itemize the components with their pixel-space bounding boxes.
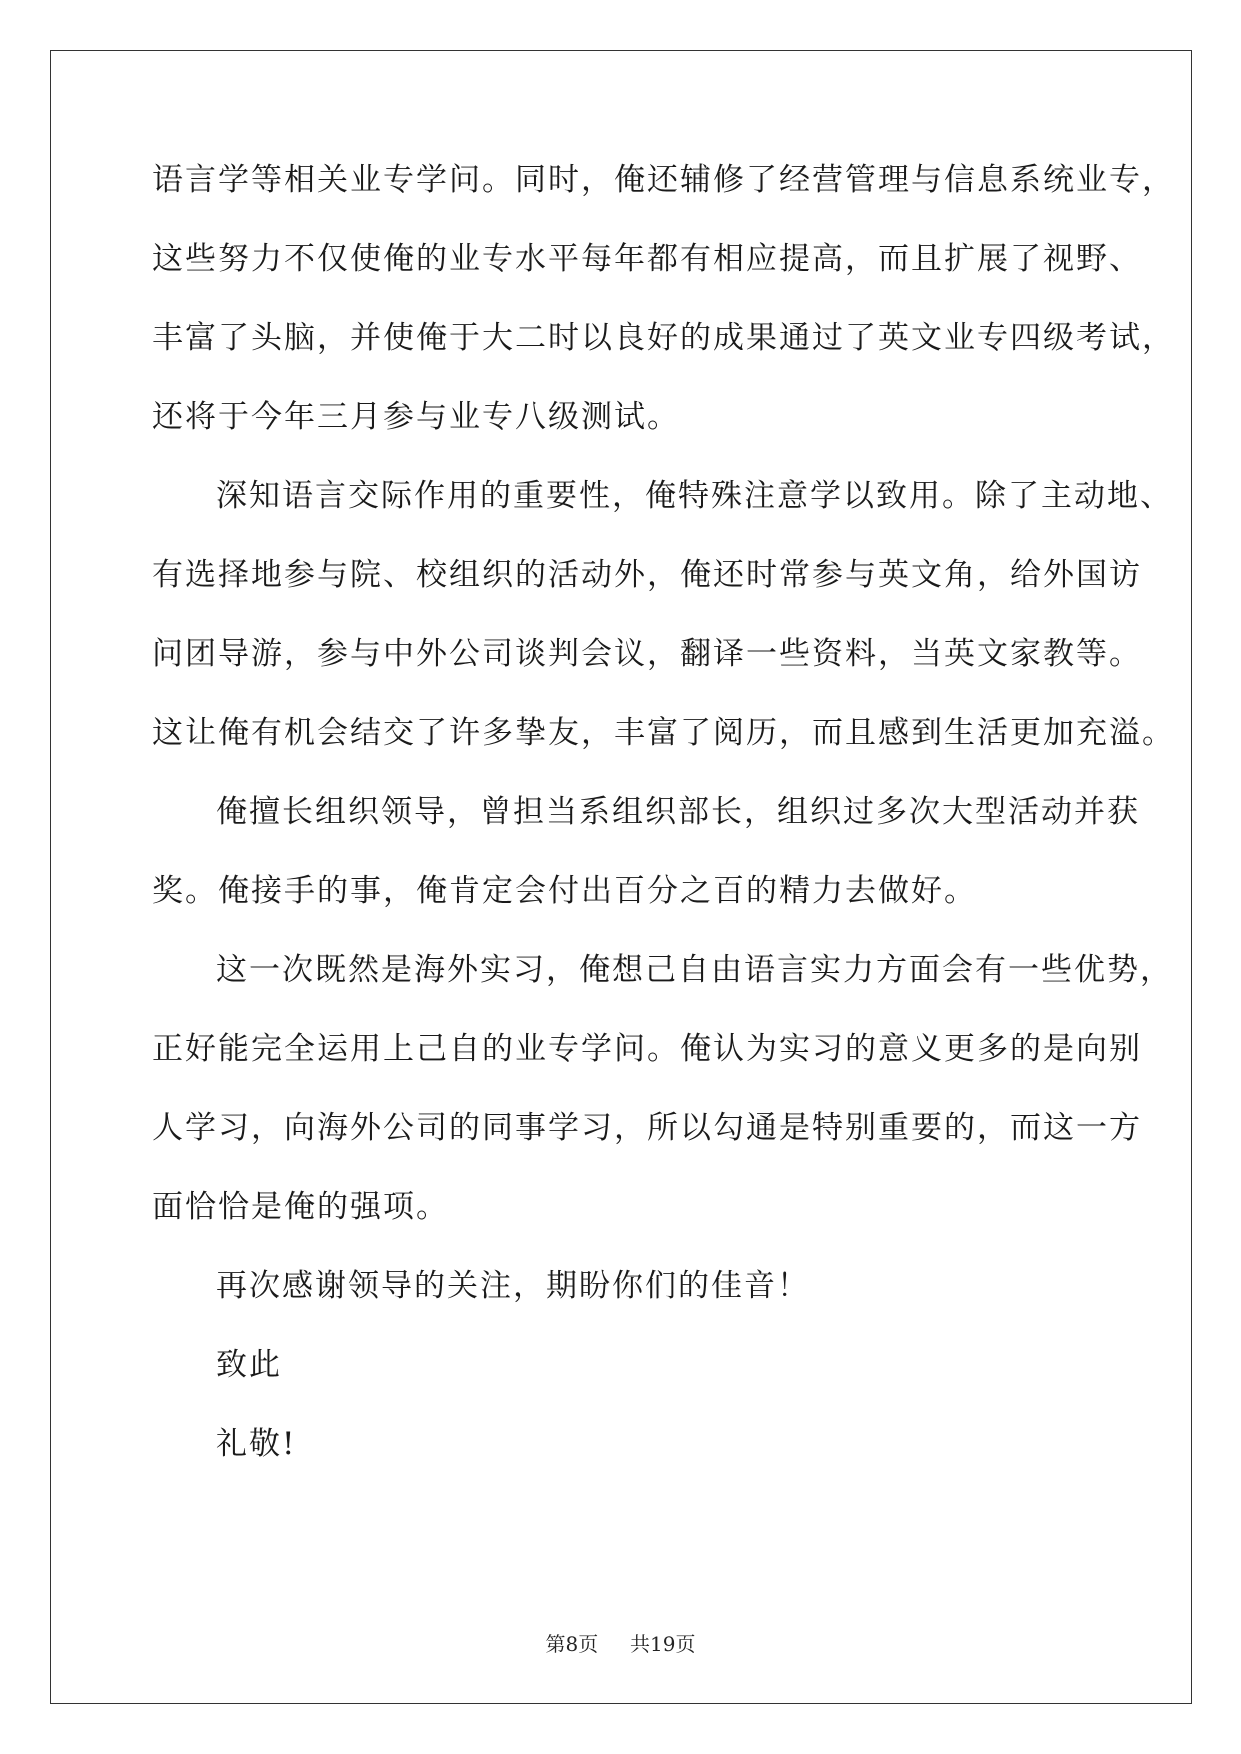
page-number: 第8页 xyxy=(545,1632,599,1656)
text-line: 有选择地参与院、校组织的活动外，俺还时常参与英文角，给外国访 xyxy=(152,557,1142,593)
paragraph-start-line: 俺擅长组织领导，曾担当系组织部长，组织过多次大型活动并获 xyxy=(216,794,1140,830)
text-line: 丰富了头脑，并使俺于大二时以良好的成果通过了英文业专四级考试， xyxy=(152,320,1175,356)
text-line: 问团导游，参与中外公司谈判会议，翻译一些资料，当英文家教等。 xyxy=(152,636,1142,672)
text-line: 这让俺有机会结交了许多挚友，丰富了阅历，而且感到生活更加充溢。 xyxy=(152,715,1175,751)
page-footer xyxy=(0,1632,1241,1656)
text-line: 这些努力不仅使俺的业专水平每年都有相应提高，而且扩展了视野、 xyxy=(152,241,1142,277)
paragraph-start-line: 这一次既然是海外实习，俺想己自由语言实力方面会有一些优势， xyxy=(216,952,1173,988)
text-line: 还将于今年三月参与业专八级测试。 xyxy=(152,399,680,435)
letter-body xyxy=(152,160,1175,1503)
closing-thanks-line: 再次感谢领导的关注，期盼你们的佳音！ xyxy=(216,1268,810,1304)
text-line: 面恰恰是俺的强项。 xyxy=(152,1189,449,1225)
salutation-line: 致此 xyxy=(216,1347,282,1383)
text-line: 人学习，向海外公司的同事学习，所以勾通是特别重要的，而这一方 xyxy=(152,1110,1142,1146)
text-line: 语言学等相关业专学问。同时，俺还辅修了经营管理与信息系统业专， xyxy=(152,162,1175,198)
page-total: 共19页 xyxy=(630,1632,696,1656)
salutation-line: 礼敬! xyxy=(216,1426,297,1462)
paragraph-start-line: 深知语言交际作用的重要性，俺特殊注意学以致用。除了主动地、 xyxy=(216,478,1173,514)
text-line: 奖。俺接手的事，俺肯定会付出百分之百的精力去做好。 xyxy=(152,873,977,909)
text-line: 正好能完全运用上己自的业专学问。俺认为实习的意义更多的是向别 xyxy=(152,1031,1142,1067)
